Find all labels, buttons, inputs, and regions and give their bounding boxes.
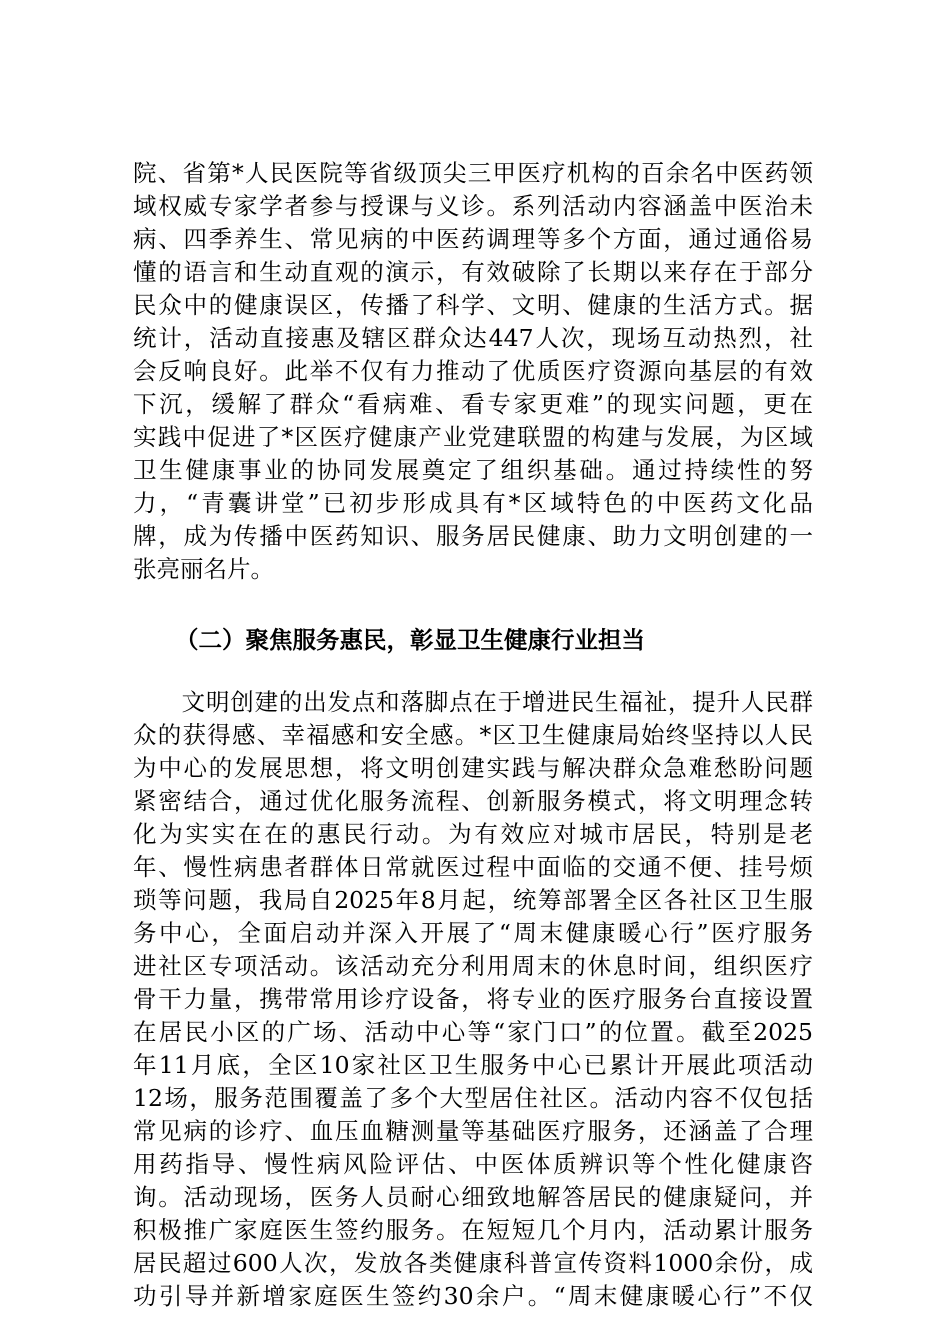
text-line: 牌，成为传播中医药知识、服务居民健康、助力文明创建的一 [133, 522, 813, 550]
text-line: 用药指导、慢性病风险评估、中医体质辨识等个性化健康咨 [133, 1150, 813, 1178]
text-line: 务中心，全面启动并深入开展了“周末健康暖心行”医疗服务 [133, 919, 813, 947]
text-line: 力，“青囊讲堂”已初步形成具有*区域特色的中医药文化品 [133, 489, 813, 517]
text-line: 懂的语言和生动直观的演示，有效破除了长期以来存在于部分 [133, 258, 813, 286]
text-line: 下沉，缓解了群众“看病难、看专家更难”的现实问题，更在 [133, 390, 813, 418]
text-line: 卫生健康事业的协同发展奠定了组织基础。通过持续性的努 [133, 456, 813, 484]
text-line: 化为实实在在的惠民行动。为有效应对城市居民，特别是老 [133, 820, 813, 848]
text-line: 为中心的发展思想，将文明创建实践与解决群众急难愁盼问题 [133, 754, 813, 782]
text-line: 文明创建的出发点和落脚点在于增进民生福祉，提升人民群 [133, 688, 813, 716]
text-line: 院、省第*人民医院等省级顶尖三甲医疗机构的百余名中医药领 [133, 159, 813, 187]
text-line: 常见病的诊疗、血压血糖测量等基础医疗服务，还涵盖了合理 [133, 1117, 813, 1145]
text-line: 域权威专家学者参与授课与义诊。系列活动内容涵盖中医治未 [133, 192, 813, 220]
text-line: 年、慢性病患者群体日常就医过程中面临的交通不便、挂号烦 [133, 853, 813, 881]
text-line: 实践中促进了*区医疗健康产业党建联盟的构建与发展，为区域 [133, 423, 813, 451]
paragraph-service-for-people [133, 686, 813, 1313]
text-line: 居民超过600人次，发放各类健康科普宣传资料1000余份，成 [133, 1249, 813, 1277]
paragraph-civilization-lecture [133, 157, 813, 586]
text-line: 统计，活动直接惠及辖区群众达447人次，现场互动热烈，社 [133, 324, 813, 352]
text-line: 在居民小区的广场、活动中心等“家门口”的位置。截至2025 [133, 1018, 813, 1046]
text-line: 12场，服务范围覆盖了多个大型居住社区。活动内容不仅包括 [133, 1084, 813, 1112]
paragraph-gap [133, 586, 813, 622]
text-line: 琐等问题，我局自2025年8月起，统筹部署全区各社区卫生服 [133, 886, 813, 914]
text-line: 民众中的健康误区，传播了科学、文明、健康的生活方式。据 [133, 291, 813, 319]
text-line: 年11月底，全区10家社区卫生服务中心已累计开展此项活动 [133, 1051, 813, 1079]
text-line: 功引导并新增家庭医生签约30余户。“周末健康暖心行”不仅 [133, 1282, 813, 1310]
text-line: 骨干力量，携带常用诊疗设备，将专业的医疗服务台直接设置 [133, 985, 813, 1013]
text-line: 进社区专项活动。该活动充分利用周末的休息时间，组织医疗 [133, 952, 813, 980]
paragraph-gap [133, 658, 813, 686]
text-line: 病、四季养生、常见病的中医药调理等多个方面，通过通俗易 [133, 225, 813, 253]
text-line: 众的获得感、幸福感和安全感。*区卫生健康局始终坚持以人民 [133, 721, 813, 749]
document-page [133, 157, 813, 1313]
text-line: 积极推广家庭医生签约服务。在短短几个月内，活动累计服务 [133, 1216, 813, 1244]
text-line: 紧密结合，通过优化服务流程、创新服务模式，将文明理念转 [133, 787, 813, 815]
text-line: 询。活动现场，医务人员耐心细致地解答居民的健康疑问，并 [133, 1183, 813, 1211]
text-line: 会反响良好。此举不仅有力推动了优质医疗资源向基层的有效 [133, 357, 813, 385]
text-line: 张亮丽名片。 [133, 555, 274, 583]
section-heading: （二）聚焦服务惠民，彰显卫生健康行业担当 [175, 626, 645, 654]
